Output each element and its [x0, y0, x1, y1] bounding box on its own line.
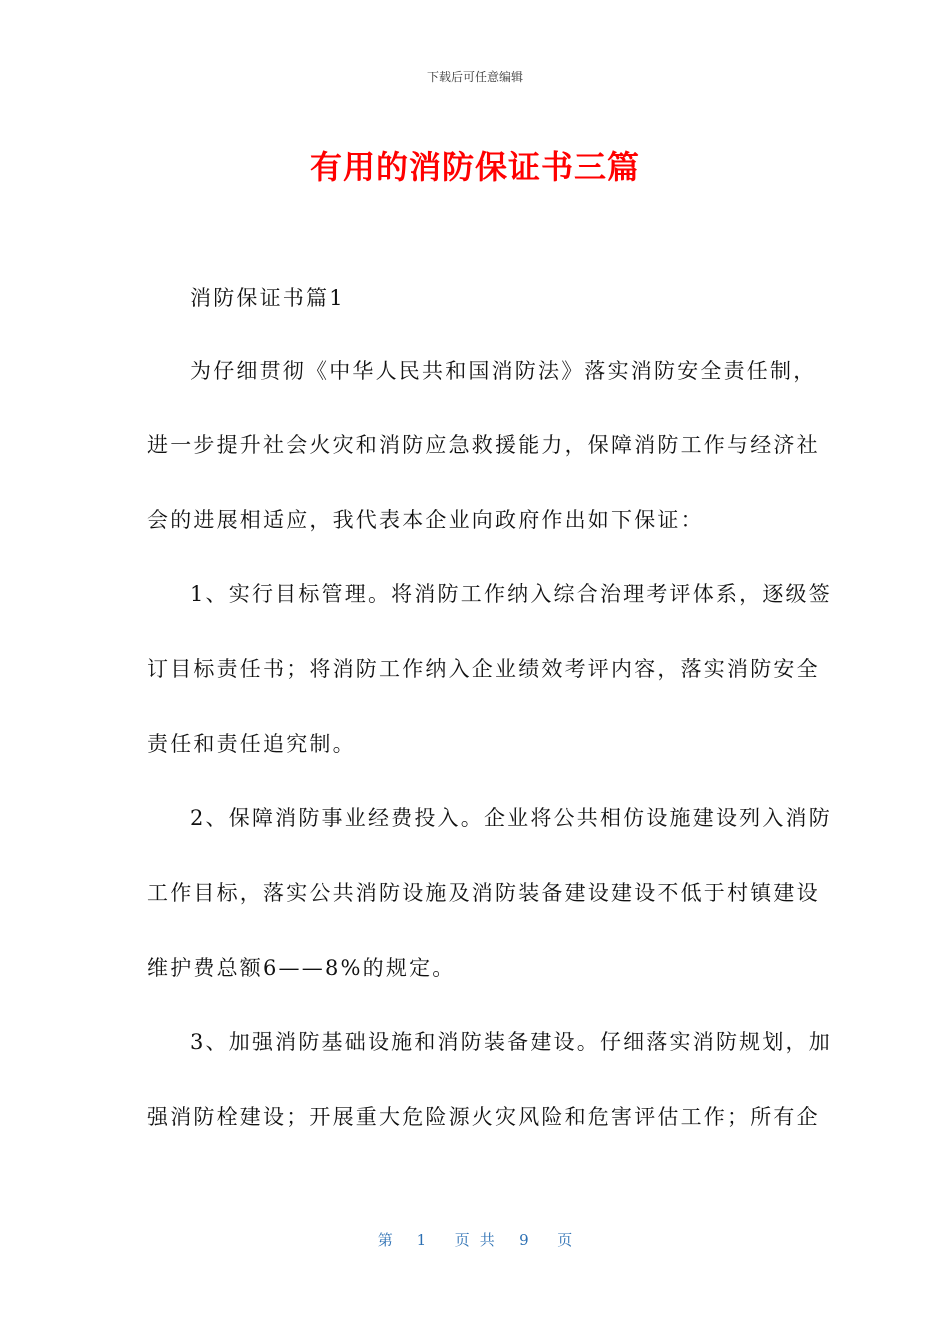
section-heading: 消防保证书篇1: [190, 286, 345, 310]
footer-page-number: 1: [416, 1231, 427, 1249]
page-footer: [0, 1229, 950, 1250]
paragraph-line-7: 2、保障消防事业经费投入。企业将公共相仿设施建设列入消防: [190, 806, 832, 830]
paragraph-line-5: 订目标责任书；将消防工作纳入企业绩效考评内容，落实消防安全: [147, 657, 820, 681]
paragraph-line-2: 进一步提升社会火灾和消防应急救援能力，保障消防工作与经济社: [147, 433, 820, 457]
paragraph-line-4: 1、实行目标管理。将消防工作纳入综合治理考评体系，逐级签: [190, 582, 832, 606]
footer-total-pages: 9: [519, 1231, 529, 1249]
paragraph-line-9: 维护费总额6——8%的规定。: [147, 956, 456, 980]
footer-prefix: 第: [377, 1231, 393, 1249]
document-title: 有用的消防保证书三篇: [309, 148, 640, 186]
footer-suffix: 页: [557, 1231, 573, 1249]
paragraph-line-3: 会的进展相适应，我代表本企业向政府作出如下保证：: [147, 508, 704, 532]
paragraph-line-11: 强消防栓建设；开展重大危险源火灾风险和危害评估工作；所有企: [147, 1105, 820, 1129]
footer-middle: 页共: [454, 1231, 505, 1249]
header-note: 下载后可任意编辑: [426, 70, 523, 84]
paragraph-line-1: 为仔细贯彻《中华人民共和国消防法》落实消防安全责任制，: [190, 359, 817, 383]
paragraph-line-10: 3、加强消防基础设施和消防装备建设。仔细落实消防规划，加: [190, 1030, 832, 1054]
paragraph-line-6: 责任和责任追究制。: [147, 732, 356, 756]
paragraph-line-8: 工作目标，落实公共消防设施及消防装备建设建设不低于村镇建设: [147, 881, 820, 905]
